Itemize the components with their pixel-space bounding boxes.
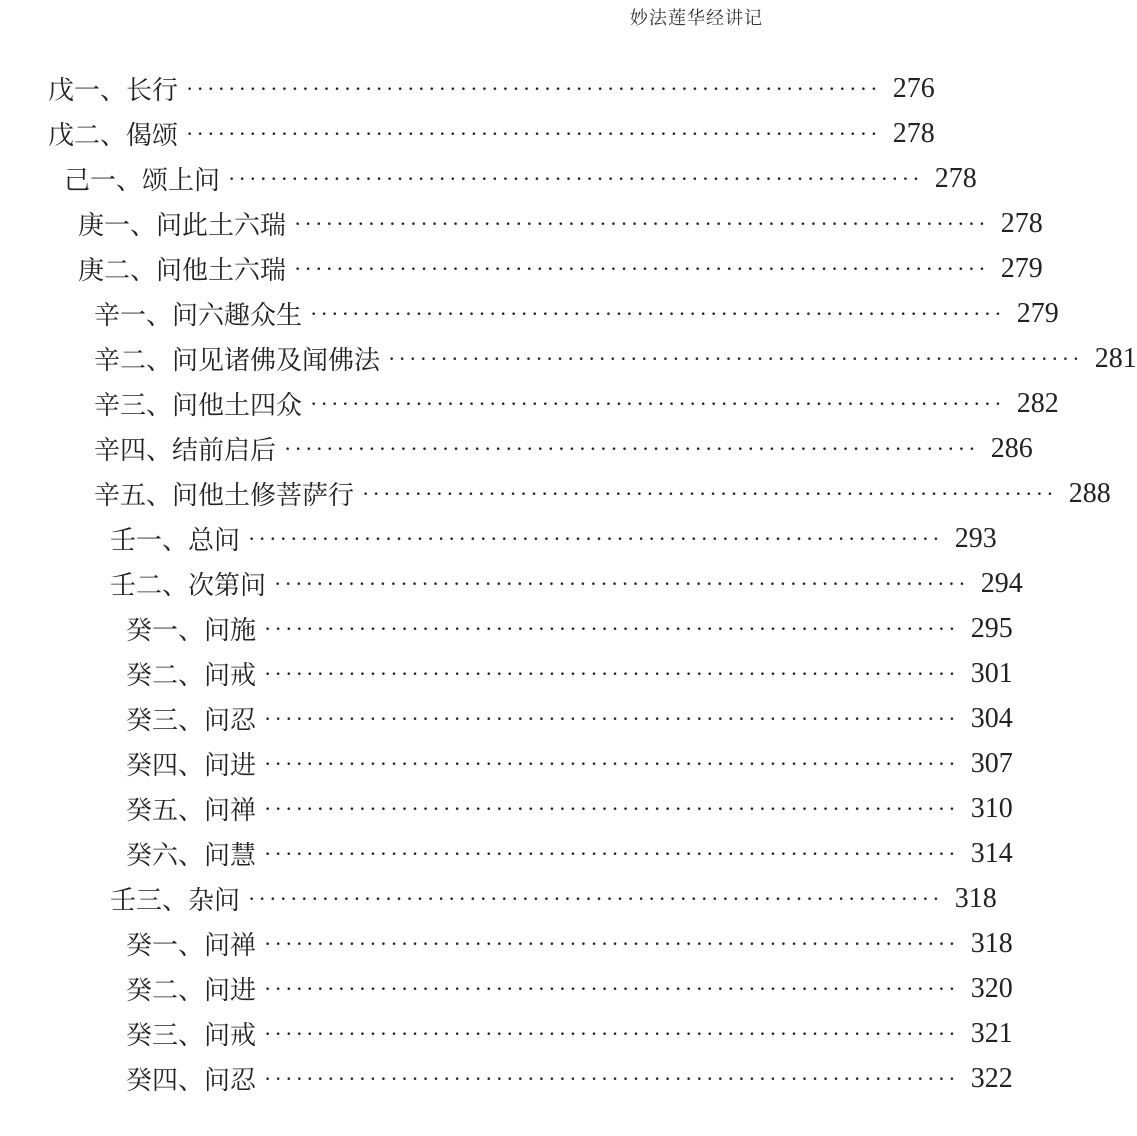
toc-entry[interactable] (0, 336, 1137, 381)
toc-entry-page: 288 (1068, 477, 1111, 509)
toc-entry-page: 286 (990, 432, 1033, 464)
toc-entry-title: 癸一、问禅 (126, 931, 257, 961)
dot-leader: ·································································· (310, 300, 1005, 326)
toc-entry[interactable] (0, 291, 1059, 336)
toc-entry[interactable] (0, 921, 1013, 966)
toc-entry-page: 295 (970, 612, 1013, 644)
dot-leader: ·································································· (362, 480, 1057, 506)
toc-entry-page: 281 (1094, 342, 1137, 374)
toc-entry[interactable] (0, 651, 1013, 696)
dot-leader: ·································································· (264, 795, 959, 821)
toc-entry-title: 癸四、问忍 (126, 1066, 257, 1096)
toc-entry-title: 辛五、问他土修菩萨行 (94, 481, 355, 511)
toc-entry-page: 318 (954, 882, 997, 914)
dot-leader: ·································································· (264, 750, 959, 776)
toc-entry-title: 壬三、杂问 (110, 886, 241, 916)
dot-leader: ·································································· (264, 975, 959, 1001)
toc-entry-page: 276 (892, 72, 935, 104)
running-header-title: 妙法莲华经讲记 (630, 8, 763, 29)
toc-entry[interactable] (0, 246, 1043, 291)
toc-entry-title: 癸二、问戒 (126, 661, 257, 691)
toc-entry-title: 辛四、结前启后 (94, 436, 277, 466)
dot-leader: ·································································· (388, 345, 1083, 371)
toc-entry-title: 癸五、问禅 (126, 796, 257, 826)
toc-entry[interactable] (0, 201, 1043, 246)
dot-leader: ·································································· (248, 885, 943, 911)
toc-entry-title: 辛三、问他土四众 (94, 391, 303, 421)
toc-entry-title: 庚一、问此土六瑞 (78, 211, 287, 241)
toc-entry[interactable] (0, 696, 1013, 741)
toc-entry-title: 癸四、问进 (126, 751, 257, 781)
toc-entry-title: 癸三、问忍 (126, 706, 257, 736)
toc-entry-title: 己一、颂上问 (64, 166, 221, 196)
toc-entry-title: 癸二、问进 (126, 976, 257, 1006)
dot-leader: ·································································· (294, 255, 989, 281)
dot-leader: ·································································· (274, 570, 969, 596)
toc-entry[interactable] (0, 561, 1023, 606)
dot-leader: ·································································· (186, 75, 881, 101)
dot-leader: ·································································· (264, 1065, 959, 1091)
toc-entry-title: 癸六、问慧 (126, 841, 257, 871)
toc-entry-page: 304 (970, 702, 1013, 734)
toc-entry[interactable] (0, 876, 997, 921)
dot-leader: ·································································· (264, 660, 959, 686)
toc-entry-page: 320 (970, 972, 1013, 1004)
dot-leader: ·································································· (310, 390, 1005, 416)
toc-entry-title: 辛二、问见诸佛及闻佛法 (94, 346, 381, 376)
toc-entry-page: 293 (954, 522, 997, 554)
dot-leader: ·································································· (264, 1020, 959, 1046)
dot-leader: ·································································· (294, 210, 989, 236)
toc-entry-page: 314 (970, 837, 1013, 869)
toc-entry-page: 321 (970, 1017, 1013, 1049)
toc-entry-page: 279 (1016, 297, 1059, 329)
toc-entry-title: 壬二、次第问 (110, 571, 267, 601)
toc-entry[interactable] (0, 381, 1059, 426)
toc-entry-title: 癸三、问戒 (126, 1021, 257, 1051)
toc-entry-page: 318 (970, 927, 1013, 959)
toc-entry[interactable] (0, 831, 1013, 876)
toc-entry[interactable] (0, 966, 1013, 1011)
toc-entry-page: 301 (970, 657, 1013, 689)
toc-entry-page: 322 (970, 1062, 1013, 1094)
toc-entry-title: 癸一、问施 (126, 616, 257, 646)
toc-entry-page: 310 (970, 792, 1013, 824)
toc-entry[interactable] (0, 1011, 1013, 1056)
dot-leader: ·································································· (186, 120, 881, 146)
toc-entry[interactable] (0, 66, 935, 111)
toc-entry[interactable] (0, 156, 977, 201)
dot-leader: ·································································· (228, 165, 923, 191)
dot-leader: ·································································· (264, 840, 959, 866)
dot-leader: ·································································· (264, 615, 959, 641)
toc-entry-page: 279 (1000, 252, 1043, 284)
toc-entry-title: 戊一、长行 (48, 76, 179, 106)
toc-entry[interactable] (0, 741, 1013, 786)
toc-entry[interactable] (0, 786, 1013, 831)
toc-entry-title: 壬一、总问 (110, 526, 241, 556)
toc-entry[interactable] (0, 606, 1013, 651)
toc-entry-title: 辛一、问六趣众生 (94, 301, 303, 331)
toc-entry-page: 278 (1000, 207, 1043, 239)
toc-entry-page: 307 (970, 747, 1013, 779)
toc-entry-page: 278 (892, 117, 935, 149)
toc-entry-title: 庚二、问他土六瑞 (78, 256, 287, 286)
toc-entry[interactable] (0, 516, 997, 561)
toc-entry-page: 294 (980, 567, 1023, 599)
dot-leader: ·································································· (248, 525, 943, 551)
dot-leader: ·································································· (264, 930, 959, 956)
dot-leader: ·································································· (284, 435, 979, 461)
toc-entry[interactable] (0, 471, 1111, 516)
toc-entry[interactable] (0, 111, 935, 156)
toc-entry-page: 282 (1016, 387, 1059, 419)
toc-entry-title: 戊二、偈颂 (48, 121, 179, 151)
toc-entry[interactable] (0, 1056, 1013, 1101)
toc-entry-page: 278 (934, 162, 977, 194)
toc-entry[interactable] (0, 426, 1033, 471)
dot-leader: ·································································· (264, 705, 959, 731)
table-of-contents (0, 66, 1137, 1101)
